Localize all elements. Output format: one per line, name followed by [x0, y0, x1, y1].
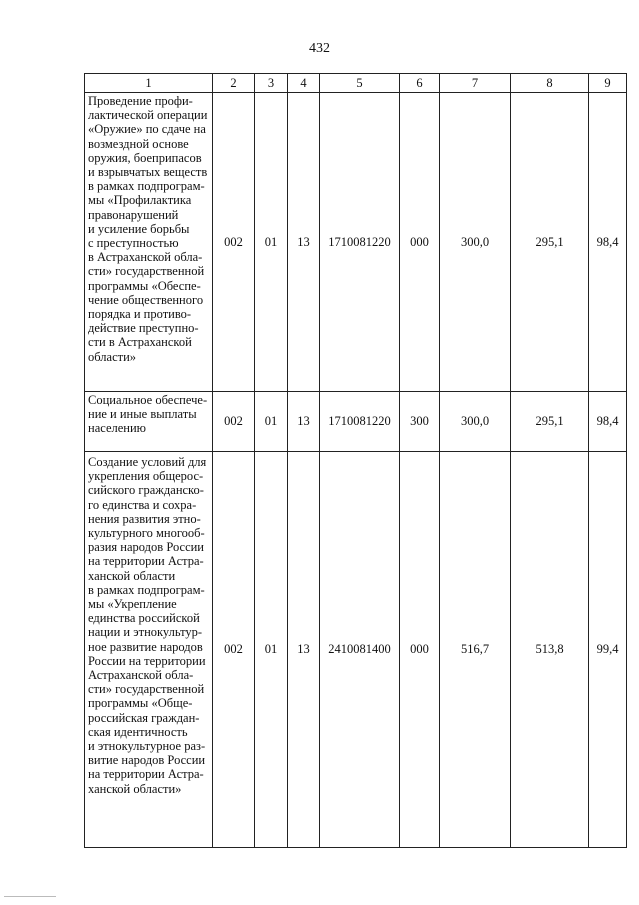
row-cell-executed: 513,8: [511, 452, 589, 848]
row-cell-percent: 99,4: [589, 452, 627, 848]
row-cell-executed: 295,1: [511, 392, 589, 452]
row-cell-subsection: 13: [288, 452, 320, 848]
row-cell-percent: 98,4: [589, 93, 627, 392]
row-cell-planned: 300,0: [440, 392, 511, 452]
row-cell-target-article: 2410081400: [320, 452, 400, 848]
table-row: [85, 392, 627, 452]
header-cell-2: 2: [213, 74, 255, 93]
row-cell-subsection: 13: [288, 93, 320, 392]
row-cell-section: 01: [255, 93, 288, 392]
header-cell-9: 9: [589, 74, 627, 93]
row-cell-executed: 295,1: [511, 93, 589, 392]
row-cell-subsection: 13: [288, 392, 320, 452]
row-cell-planned: 300,0: [440, 93, 511, 392]
row-cell-section: 01: [255, 392, 288, 452]
row-cell-section: 01: [255, 452, 288, 848]
row-cell-admin-code: 002: [213, 392, 255, 452]
header-cell-7: 7: [440, 74, 511, 93]
table-row: [85, 452, 627, 848]
header-cell-4: 4: [288, 74, 320, 93]
row-cell-target-article: 1710081220: [320, 392, 400, 452]
page-number: 432: [309, 41, 330, 56]
table-row: [85, 93, 627, 392]
row-name-cell: Проведение профи- лактической операции «Оружие» по сдаче на возмездной основе оружия, боеприпасов и взрывчатых веществ в рамках подпрограм- мы «Профилактика правонарушений и усиление борьбы с преступностью в Астраханской обла- сти» государственной программы «Обеспе- чение общественного порядка и противо- действие преступно- сти в Астраханской области»: [85, 93, 213, 392]
row-name-cell: Социальное обеспече- ние и иные выплаты населению: [85, 392, 213, 452]
budget-table: [84, 73, 627, 848]
row-cell-percent: 98,4: [589, 392, 627, 452]
header-cell-3: 3: [255, 74, 288, 93]
row-cell-planned: 516,7: [440, 452, 511, 848]
row-name-cell: Создание условий для укрепления общерос- сийского гражданско- го единства и сохра- нения развития этно- культурного многооб- разия народов России на территории Астра- ханской области в рамках подпрограм- мы «Укрепление единства российской нации и этнокультур- ное развитие народов России на территории Астраханской обла- сти» государственной программы «Обще- российская граждан- ская идентичность и этнокультурное раз- витие народов России на территории Астра- ханской области»: [85, 452, 213, 848]
row-cell-admin-code: 002: [213, 93, 255, 392]
row-cell-target-article: 1710081220: [320, 93, 400, 392]
scan-edge-mark: [4, 896, 56, 899]
row-cell-admin-code: 002: [213, 452, 255, 848]
header-cell-1: 1: [85, 74, 213, 93]
header-cell-5: 5: [320, 74, 400, 93]
row-cell-expense-type: 000: [400, 93, 440, 392]
row-cell-expense-type: 000: [400, 452, 440, 848]
header-cell-6: 6: [400, 74, 440, 93]
row-cell-expense-type: 300: [400, 392, 440, 452]
header-row: [85, 74, 627, 93]
header-cell-8: 8: [511, 74, 589, 93]
